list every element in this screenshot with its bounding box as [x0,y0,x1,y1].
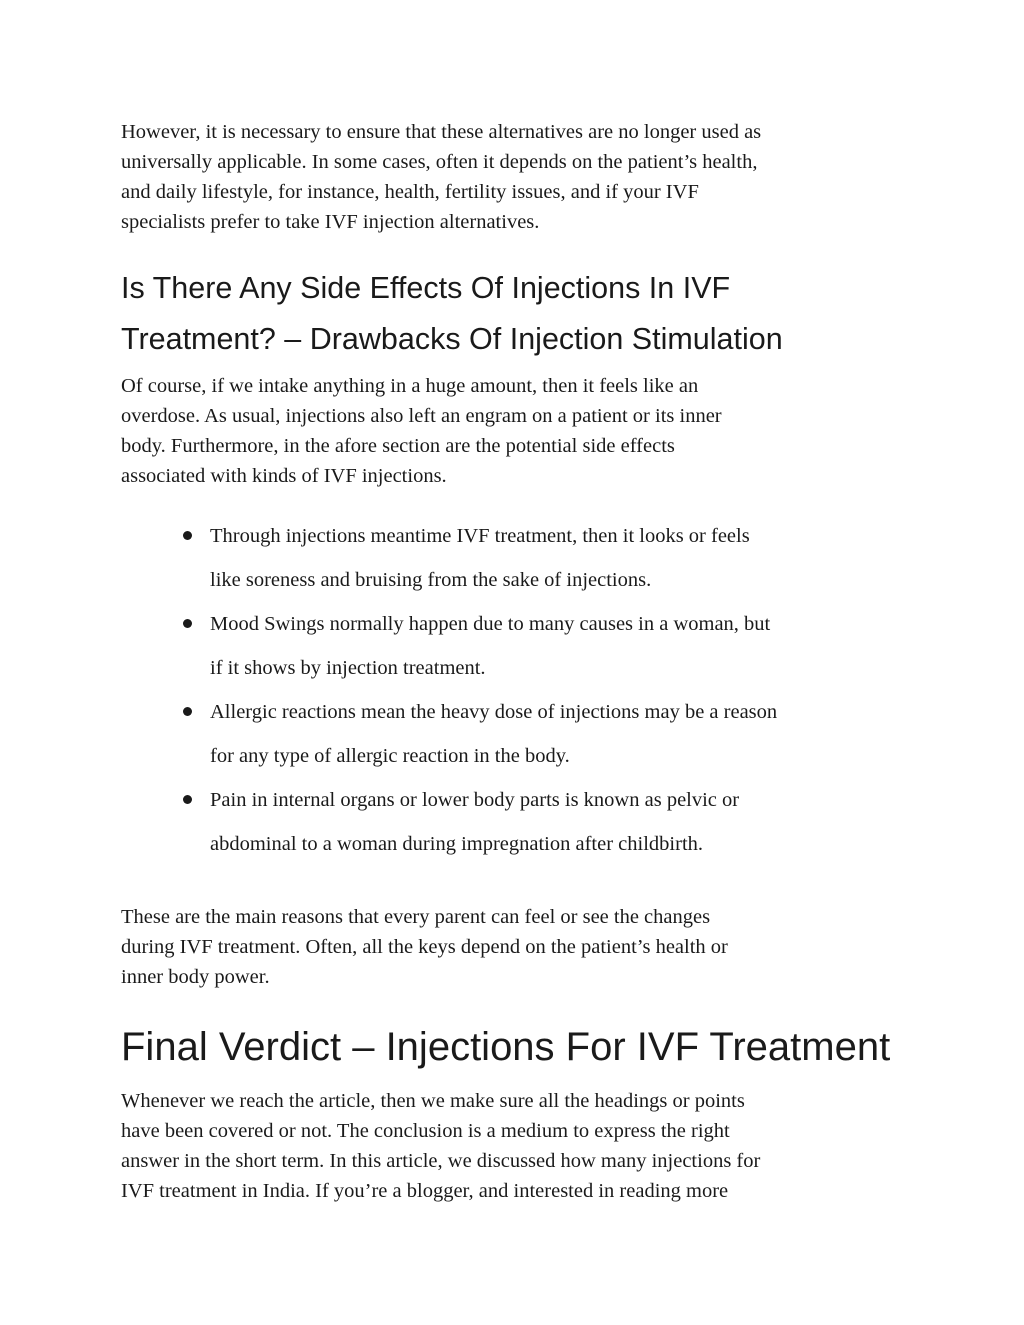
verdict-line: IVF treatment in India. If you’re a blogger, and interested in reading more [121,1180,729,1202]
list-item [181,778,777,866]
intro-line: and daily lifestyle, for instance, health, fertility issues, and if your IVF [121,181,699,203]
intro-paragraph [121,117,761,237]
side-effects-line: body. Furthermore, in the afore section are the potential side effects [121,435,675,457]
bullet-icon [183,795,192,804]
intro-line: However, it is necessary to ensure that these alternatives are no longer used as [121,121,762,143]
verdict-line: answer in the short term. In this article, we discussed how many injections for [121,1150,761,1172]
list-item-line: Pain in internal organs or lower body parts is known as pelvic or [210,789,740,811]
verdict-line: have been covered or not. The conclusion is a medium to express the right [121,1120,730,1142]
verdict-heading: Final Verdict – Injections For IVF Treatment [121,1025,891,1069]
side-effects-paragraph [121,371,722,491]
list-item [181,514,777,602]
reasons-line: during IVF treatment. Often, all the keys depend on the patient’s health or [121,936,728,958]
list-item-line: if it shows by injection treatment. [210,657,486,679]
list-item-line: like soreness and bruising from the sake of injections. [210,569,652,591]
verdict-line: Whenever we reach the article, then we make sure all the headings or points [121,1090,745,1112]
list-item-line: abdominal to a woman during impregnation after childbirth. [210,833,704,855]
list-item-line: Allergic reactions mean the heavy dose of injections may be a reason [210,701,778,723]
reasons-line: These are the main reasons that every parent can feel or see the changes [121,906,711,928]
side-effects-heading-line: Is There Any Side Effects Of Injections In IVF [121,271,731,305]
side-effects-line: overdose. As usual, injections also left an engram on a patient or its inner [121,405,722,427]
intro-line: universally applicable. In some cases, often it depends on the patient’s health, [121,151,758,173]
intro-line: specialists prefer to take IVF injection alternatives. [121,211,540,233]
side-effects-heading [121,263,783,365]
list-item [181,690,777,778]
list-item-line: Mood Swings normally happen due to many causes in a woman, but [210,613,771,635]
verdict-paragraph [121,1086,760,1206]
list-item-line: Through injections meantime IVF treatment, then it looks or feels [210,525,750,547]
reasons-line: inner body power. [121,966,270,988]
side-effects-heading-line: Treatment? – Drawbacks Of Injection Stimulation [121,322,783,356]
side-effects-line: Of course, if we intake anything in a huge amount, then it feels like an [121,375,699,397]
bullet-icon [183,531,192,540]
reasons-paragraph [121,902,728,992]
list-item-line: for any type of allergic reaction in the body. [210,745,570,767]
side-effects-line: associated with kinds of IVF injections. [121,465,447,487]
side-effects-list [181,514,777,866]
bullet-icon [183,619,192,628]
list-item [181,602,777,690]
bullet-icon [183,707,192,716]
